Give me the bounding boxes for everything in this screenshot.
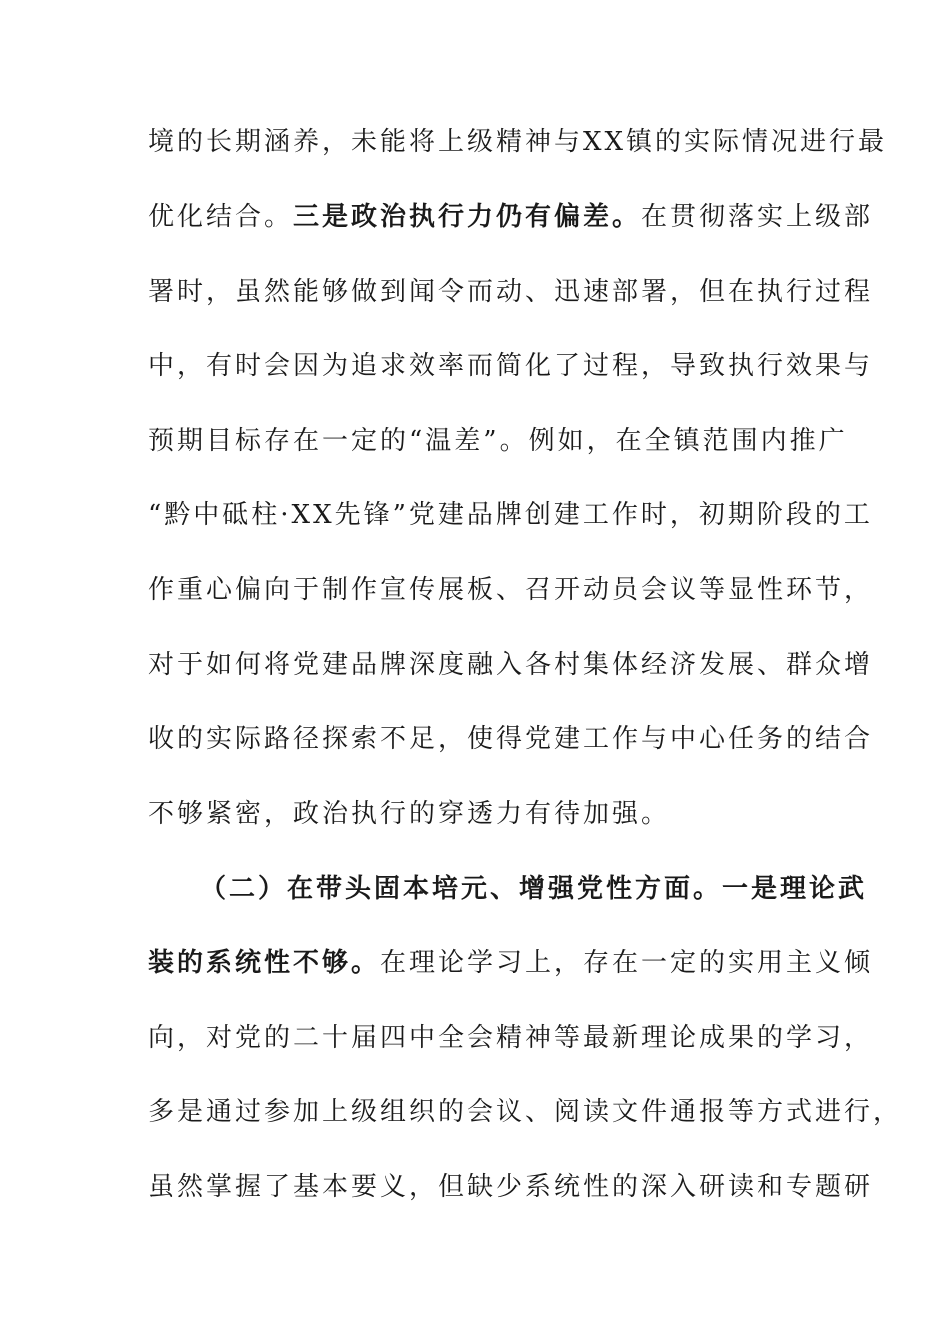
text-run: 在理论学习上，存在一定的实用主义倾	[380, 948, 874, 978]
text-run: 署时，虽然能够做到闻令而动、迅速部署，但在执行过程	[148, 277, 874, 307]
text-run: 作重心偏向于制作宣传展板、召开动员会议等显性环节，	[148, 575, 874, 605]
text-run: 境的长期涵养，未能将上级精神与XX镇的实际情况进行最	[148, 127, 888, 157]
text-line	[148, 499, 873, 531]
text-run: 多是通过参加上级组织的会议、阅读文件通报等方式进行，	[148, 1097, 903, 1127]
text-run: 中，有时会因为追求效率而简化了过程，导致执行效果与	[148, 351, 874, 381]
bold-heading-run: （二）在带头固本培元、增强党性方面。一是理论武	[200, 874, 868, 904]
text-run: 对于如何将党建品牌深度融入各村集体经济发展、群众增	[148, 650, 874, 680]
text-line	[148, 425, 848, 457]
text-line	[148, 798, 670, 830]
text-line	[148, 649, 873, 681]
text-run: 收的实际路径探索不足，使得党建工作与中心任务的结合	[148, 724, 874, 754]
text-run: 预期目标存在一定的“温差”。例如，在全镇范围内推广	[148, 426, 848, 456]
section-heading-line	[200, 873, 867, 905]
text-line	[148, 350, 873, 382]
text-line	[148, 947, 873, 979]
text-run: 虽然掌握了基本要义，但缺少系统性的深入研读和专题研	[148, 1172, 874, 1202]
text-line	[148, 201, 873, 233]
text-line	[148, 1022, 873, 1054]
text-run: “黔中砥柱·XX先锋”党建品牌创建工作时，初期阶段的工	[148, 500, 873, 530]
text-line	[148, 723, 873, 755]
text-line	[148, 1171, 873, 1203]
bold-heading-run: 装的系统性不够。	[148, 948, 381, 978]
bold-heading-run: 三是政治执行力仍有偏差。	[293, 202, 642, 232]
text-line	[148, 574, 873, 606]
text-run: 在贯彻落实上级部	[641, 202, 874, 232]
text-run: 不够紧密，政治执行的穿透力有待加强。	[148, 799, 671, 829]
text-line	[148, 126, 887, 158]
text-line	[148, 1096, 902, 1128]
text-run: 优化结合。	[148, 202, 294, 232]
text-run: 向，对党的二十届四中全会精神等最新理论成果的学习，	[148, 1023, 874, 1053]
text-line	[148, 276, 873, 308]
